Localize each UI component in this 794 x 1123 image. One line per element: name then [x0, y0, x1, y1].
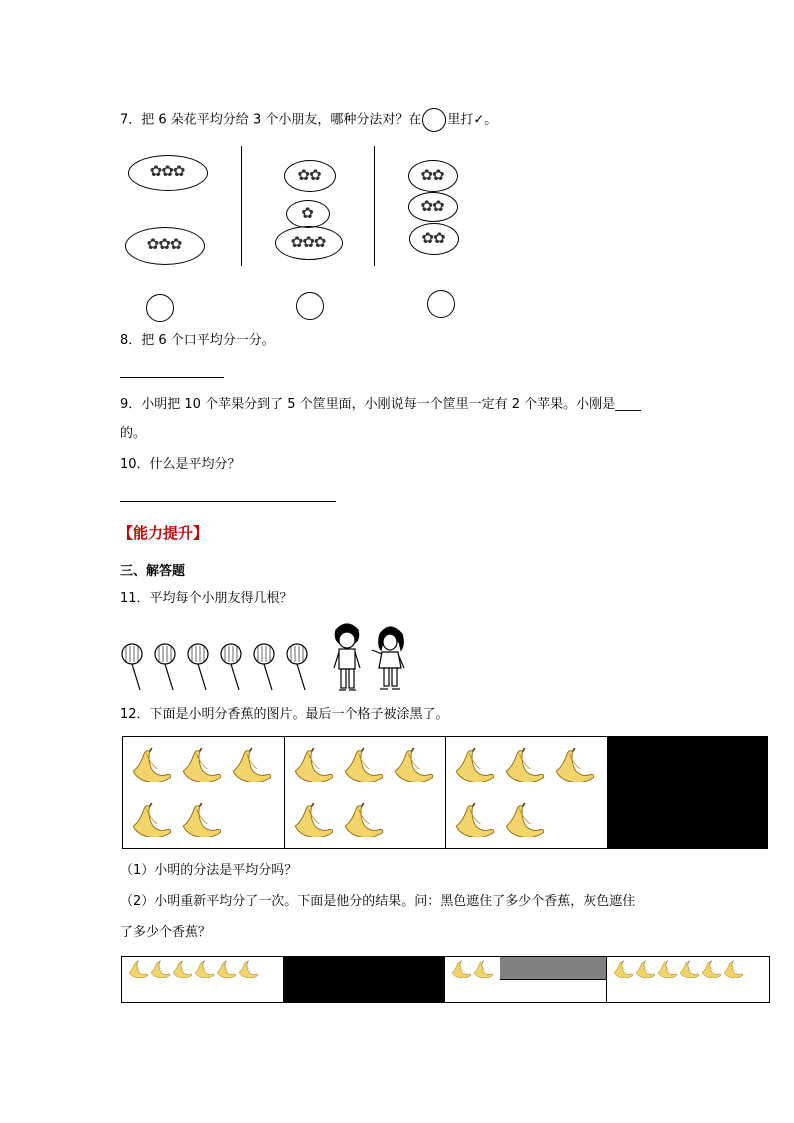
answer-circle-icon [422, 108, 446, 132]
lollipops-and-kids-illustration [118, 618, 418, 698]
divider-line [241, 146, 242, 266]
q12-prompt: 12．下面是小明分香蕉的图片。最后一个格子被涂黑了。 [120, 707, 449, 722]
banana-icon [657, 960, 680, 978]
banana-icon [343, 747, 389, 782]
section-title: 【能力提升】 [118, 524, 209, 542]
flower-group-3: ✿✿✿ [146, 235, 182, 253]
answer-line[interactable] [120, 501, 336, 502]
boy-figure [334, 624, 360, 690]
banana-icon [293, 802, 339, 837]
banana-icon [701, 960, 724, 978]
flower-group-3: ✿✿✿ [290, 233, 326, 251]
banana-icon [172, 960, 195, 978]
blacked-out-cell [284, 957, 446, 1002]
q9-line1: 9．小明把 10 个苹果分到了 5 个筐里面，小刚说每一个筐里一定有 2 个苹果。小刚是____ [120, 397, 642, 412]
flower-group-2: ✿✿ [297, 166, 321, 184]
flower-group-2: ✿✿ [420, 166, 444, 184]
banana-icon [679, 960, 702, 978]
q7-text-before: 7．把 6 朵花平均分给 3 个小朋友，哪种分法对？在 [120, 112, 422, 128]
lollipop-icon [122, 644, 142, 690]
banana-icon [181, 802, 227, 837]
banana-icon [216, 960, 239, 978]
banana-icon [613, 960, 636, 978]
girl-figure [372, 627, 404, 689]
part-title: 三、解答题 [120, 564, 186, 579]
lollipop-icon [287, 644, 307, 690]
divider-line [374, 146, 375, 266]
answer-circle-b[interactable] [296, 292, 324, 320]
banana-cell [446, 737, 608, 848]
banana-icon [451, 960, 474, 978]
banana-cell [607, 957, 770, 1002]
q8-prompt: 8．把 6 个口平均分一分。 [120, 333, 275, 348]
banana-icon [293, 747, 339, 782]
banana-icon [723, 960, 746, 978]
banana-icon [194, 960, 217, 978]
banana-icon [231, 747, 277, 782]
q12-sub2-line2: 了多少个香蕉？ [120, 925, 212, 940]
q12-sub2-line1: （2）小明重新平均分了一次。下面是他分的结果。问：黑色遮住了多少个香蕉，灰色遮住 [120, 894, 636, 909]
banana-icon [635, 960, 658, 978]
flower-group-3: ✿✿✿ [149, 162, 185, 180]
q12-sub1: （1）小明的分法是平均分吗？ [120, 863, 298, 878]
lollipop-icon [254, 644, 274, 690]
banana-icon [128, 960, 151, 978]
banana-icon [454, 747, 500, 782]
banana-icon [150, 960, 173, 978]
banana-icon [131, 747, 177, 782]
q7-text-after: 里打✓。 [447, 112, 498, 128]
flower-group-1: ✿ [301, 204, 313, 222]
banana-icon [504, 747, 550, 782]
banana-icon [238, 960, 261, 978]
banana-icon [393, 747, 439, 782]
banana-cell [123, 737, 285, 848]
banana-cell [122, 957, 284, 1002]
banana-icon [554, 747, 600, 782]
banana-icon [454, 802, 500, 837]
banana-icon [504, 802, 550, 837]
flower-group-2: ✿✿ [421, 229, 445, 247]
lollipop-icon [221, 644, 241, 690]
lollipop-icon [155, 644, 175, 690]
answer-line[interactable] [120, 377, 224, 378]
answer-circle-c[interactable] [427, 290, 455, 318]
banana-icon [343, 802, 389, 837]
q11-prompt: 11．平均每个小朋友得几根？ [120, 591, 293, 606]
grayed-out-area [500, 957, 606, 980]
blacked-out-cell [608, 737, 768, 848]
answer-circle-a[interactable] [146, 294, 174, 322]
banana-cell [285, 737, 447, 848]
banana-icon [181, 747, 227, 782]
flower-group-2: ✿✿ [420, 197, 444, 215]
lollipop-icon [188, 644, 208, 690]
q7-prompt [120, 108, 497, 132]
q10-prompt: 10．什么是平均分？ [120, 457, 241, 472]
banana-icon [131, 802, 177, 837]
q9-line2: 的。 [120, 426, 147, 441]
banana-grid-1 [122, 736, 768, 849]
banana-icon [473, 960, 496, 978]
banana-grid-2 [121, 956, 770, 1003]
lollipop-set [122, 644, 307, 690]
banana-cell-partial [445, 957, 607, 1002]
